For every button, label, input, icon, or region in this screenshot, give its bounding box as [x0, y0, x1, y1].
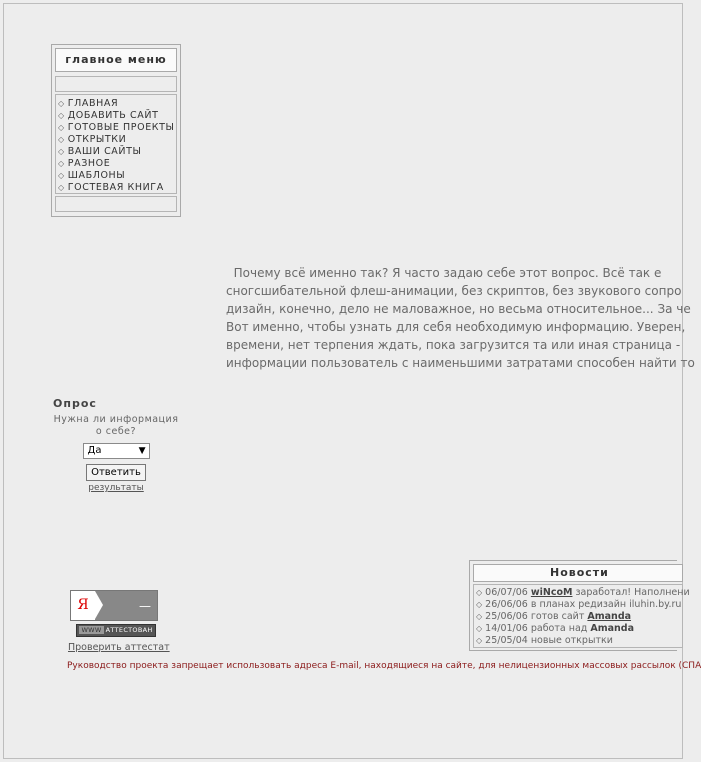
- intro-text: [226, 264, 695, 374]
- intro-line: Почему всё именно так? Я часто задаю себе этот вопрос. Всё так е: [226, 266, 662, 280]
- menu-item-label: ГОТОВЫЕ ПРОЕКТЫ: [67, 122, 175, 133]
- yandex-counter-badge[interactable]: [70, 590, 158, 621]
- anti-spam-disclaimer: Руководство проекта запрещает использовать адреса E-mail, находящиеся на сайте, для нелицензионных массовых рассылок (СПА: [67, 661, 701, 671]
- diamond-bullet-icon: ◇: [476, 624, 483, 633]
- news-date: 25/06/06: [485, 611, 528, 622]
- attested-label: АТТЕСТОВАН: [105, 626, 153, 634]
- menu-item-home[interactable]: [58, 98, 176, 110]
- main-menu: [51, 44, 181, 217]
- news-link[interactable]: wiNcoM: [530, 587, 573, 598]
- news-item: [476, 623, 682, 635]
- badge-arrow-shape: [95, 591, 103, 619]
- news-text: заработал! Наполнени: [572, 587, 690, 598]
- menu-item-misc[interactable]: [58, 158, 176, 170]
- badge-dash: —: [139, 599, 151, 613]
- menu-item-templates[interactable]: [58, 170, 176, 182]
- news-text: готов сайт: [527, 611, 588, 622]
- diamond-bullet-icon: ◇: [58, 135, 65, 144]
- news-panel: [469, 560, 690, 651]
- intro-line: дизайн, конечно, дело не маловажное, но весьма относительное... За че: [226, 302, 691, 316]
- intro-line: Вот именно, чтобы узнать для себя необходимую информацию. Уверен,: [226, 320, 686, 334]
- menu-item-label: ВАШИ САЙТЫ: [67, 146, 142, 157]
- intro-line: сногсшибательной флеш-анимации, без скриптов, без звукового сопро: [226, 284, 682, 298]
- poll: [52, 397, 180, 493]
- news-date: 14/01/06: [485, 623, 528, 634]
- menu-item-guestbook[interactable]: [58, 182, 176, 194]
- menu-item-label: ГЛАВНАЯ: [67, 98, 119, 109]
- menu-item-your-sites[interactable]: [58, 146, 176, 158]
- diamond-bullet-icon: ◇: [58, 123, 65, 132]
- news-link[interactable]: Amanda: [587, 611, 632, 622]
- menu-item-label: ГОСТЕВАЯ КНИГА: [67, 182, 164, 193]
- www-label: WWW: [81, 626, 102, 634]
- menu-item-add-site[interactable]: [58, 110, 176, 122]
- attestation-badge[interactable]: [76, 624, 156, 637]
- main-menu-title: главное меню: [55, 48, 177, 72]
- menu-item-ready-projects[interactable]: [58, 122, 176, 134]
- news-date: 26/06/06: [485, 599, 528, 610]
- menu-item-label: ДОБАВИТЬ САЙТ: [67, 110, 159, 121]
- poll-selected-value: Да: [87, 445, 102, 456]
- news-date: 06/07/06: [485, 587, 528, 598]
- poll-submit-button[interactable]: Ответить: [86, 464, 146, 481]
- news-item: [476, 587, 690, 599]
- diamond-bullet-icon: ◇: [476, 600, 483, 609]
- main-menu-list: [55, 94, 177, 194]
- intro-line: времени, нет терпения ждать, пока загрузится та или иная страница -: [226, 338, 681, 352]
- poll-title: Опрос: [53, 397, 97, 410]
- news-text: новые открытки: [527, 635, 613, 646]
- diamond-bullet-icon: ◇: [58, 99, 65, 108]
- news-title: Новости: [473, 564, 683, 582]
- menu-item-label: РАЗНОЕ: [67, 158, 111, 169]
- news-bold-text: Amanda: [590, 623, 635, 634]
- news-date: 25/05/04: [485, 635, 528, 646]
- main-menu-footer: [55, 196, 177, 212]
- menu-item-label: ОТКРЫТКИ: [67, 134, 127, 145]
- diamond-bullet-icon: ◇: [58, 159, 65, 168]
- poll-results-link[interactable]: результаты: [88, 483, 144, 493]
- poll-question-line: о себе?: [95, 426, 137, 437]
- menu-item-postcards[interactable]: [58, 134, 176, 146]
- diamond-bullet-icon: ◇: [58, 147, 65, 156]
- news-text: работа над: [527, 623, 591, 634]
- verify-attestation-link[interactable]: Проверить аттестат: [68, 642, 170, 653]
- diamond-bullet-icon: ◇: [58, 111, 65, 120]
- news-list: [473, 584, 690, 648]
- diamond-bullet-icon: ◇: [58, 183, 65, 192]
- poll-question-line: Нужна ли информация: [53, 414, 179, 425]
- diamond-bullet-icon: ◇: [476, 636, 483, 645]
- menu-item-label: ШАБЛОНЫ: [67, 170, 126, 181]
- diamond-bullet-icon: ◇: [58, 171, 65, 180]
- yandex-logo-icon: Я: [71, 591, 95, 620]
- news-item: [476, 611, 682, 623]
- diamond-bullet-icon: ◇: [476, 612, 483, 621]
- poll-answer-select[interactable]: [83, 443, 150, 459]
- intro-line: информации пользователь с наименьшими затратами способен найти то: [226, 356, 695, 370]
- diamond-bullet-icon: ◇: [476, 588, 483, 597]
- news-item: [476, 599, 682, 611]
- news-text: в планах редизайн iluhin.by.ru: [527, 599, 682, 610]
- news-item: [476, 635, 682, 647]
- dropdown-arrow-icon: ▼: [138, 446, 146, 456]
- poll-question: [52, 414, 180, 438]
- main-menu-spacer: [55, 76, 177, 92]
